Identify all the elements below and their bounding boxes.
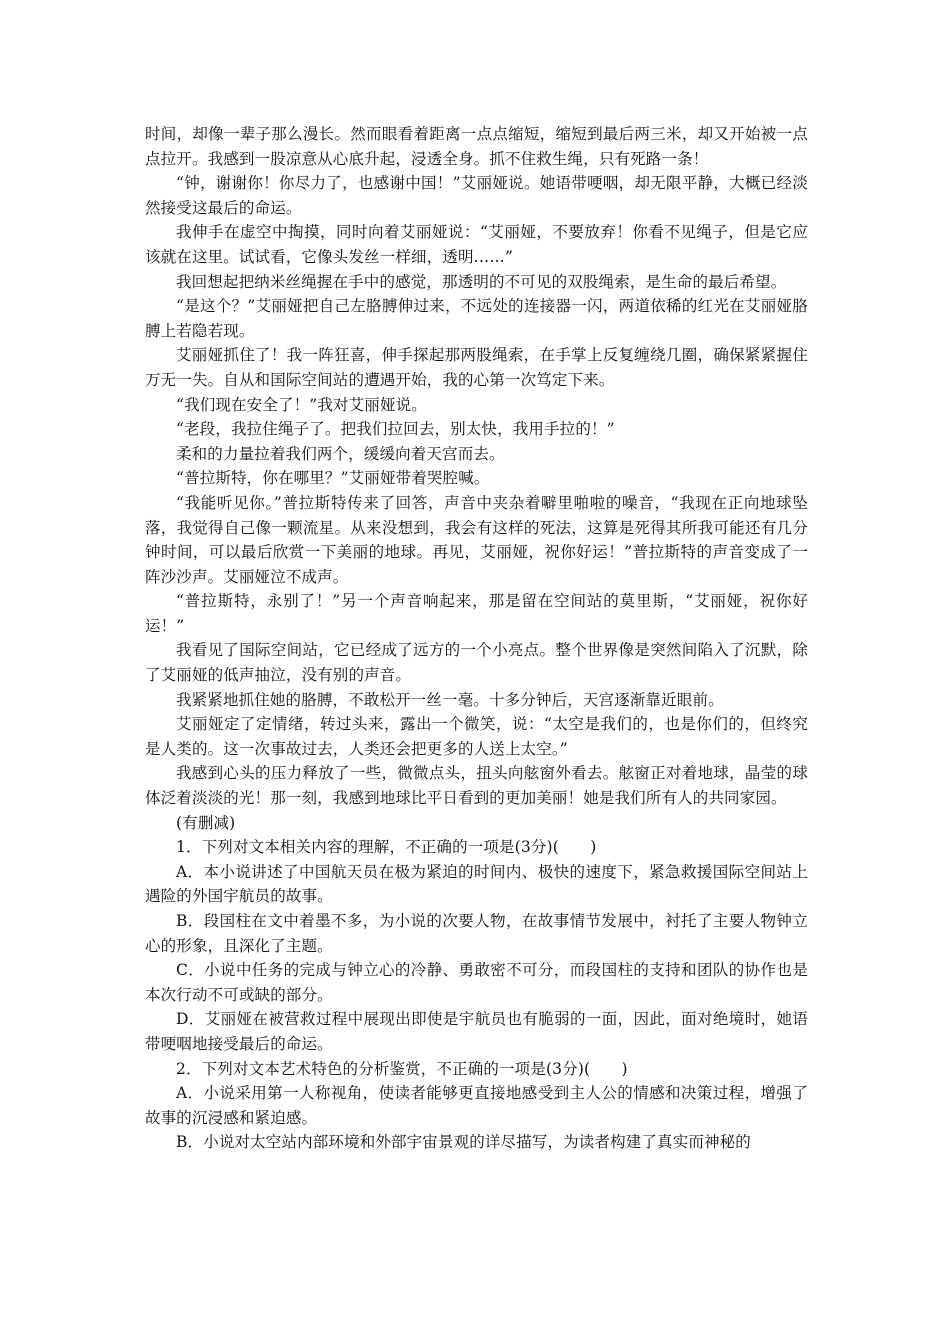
paragraph: 柔和的力量拉着我们两个，缓缓向着天宫而去。 [176, 444, 505, 463]
paragraph: 我紧紧地抓住她的胳膊，不敢松开一丝一毫。十多分钟后，天宫逐渐靠近眼前。 [176, 690, 724, 709]
paragraph: B．小说对太空站内部环境和外部宇宙景观的详尽描写，为读者构建了真实而神秘的 [176, 1133, 751, 1152]
paragraph: 我伸手在虚空中掏摸，同时向着艾丽娅说：“艾丽娅，不要放弃！你看不见绳子，但是它应该就在这里。试试看，它像头发丝一样细，透明……” [145, 223, 808, 266]
paragraph: D．艾丽娅在被营救过程中展现出即使是宇航员也有脆弱的一面，因此，面对绝境时，她语带哽咽地接受最后的命运。 [145, 1010, 808, 1053]
paragraph: “普拉斯特，你在哪里？”艾丽娅带着哭腔喊。 [176, 469, 490, 488]
paragraph: 我回想起把纳米丝绳握在手中的感觉，那透明的不可见的双股绳索，是生命的最后希望。 [176, 272, 787, 291]
paragraph: 我看见了国际空间站，它已经成了远方的一个小亮点。整个世界像是突然间陷入了沉默，除了艾丽娅的低声抽泣，没有别的声音。 [145, 641, 808, 685]
paragraph: “我们现在安全了！”我对艾丽娅说。 [176, 395, 427, 414]
paragraph: “普拉斯特，永别了！”另一个声音响起来，那是留在空间站的莫里斯，“艾丽娅，祝你好运！” [145, 592, 808, 635]
paragraph: (有删减) [176, 813, 236, 832]
paragraph: 时间，却像一辈子那么漫长。然而眼看着距离一点点缩短，缩短到最后两三米，却又开始被一点点拉开。我感到一股凉意从心底升起，浸透全身。抓不住救生绳，只有死路一条！ [145, 125, 808, 168]
paragraph: 我感到心头的压力释放了一些，微微点头，扭头向舷窗外看去。舷窗正对着地球，晶莹的球体泛着淡淡的光！那一刻，我感到地球比平日看到的更加美丽！她是我们所有人的共同家园。 [145, 764, 808, 808]
paragraph: 艾丽娅抓住了！我一阵狂喜，伸手探起那两股绳索，在手掌上反复缠绕几圈，确保紧紧握住万无一失。自从和国际空间站的遭遇开始，我的心第一次笃定下来。 [145, 346, 808, 389]
paragraph: C．小说中任务的完成与钟立心的冷静、勇敢密不可分，而段国柱的支持和团队的协作也是本次行动不可或缺的部分。 [145, 961, 808, 1004]
document-body [145, 122, 808, 1155]
paragraph: 1．下列对文本相关内容的理解，不正确的一项是(3分)( ) [176, 838, 597, 857]
paragraph: “我能听见你。”普拉斯特传来了回答，声音中夹杂着噼里啪啦的噪音，“我现在正向地球坠落，我觉得自己像一颗流星。从来没想到，我会有这样的死法，这算是死得其所我可能还有几分钟时间，可以最后欣赏一下美丽的地球。再见，艾丽娅，祝你好运！”普拉斯特的声音变成了一阵沙沙声。艾丽娅泣不成声。 [145, 493, 808, 586]
paragraph: 艾丽娅定了定情绪，转过头来，露出一个微笑，说：“太空是我们的，也是你们的，但终究是人类的。这一次事故过去，人类还会把更多的人送上太空。” [145, 715, 808, 758]
paragraph: B．段国柱在文中着墨不多，为小说的次要人物，在故事情节发展中，衬托了主要人物钟立心的形象，且深化了主题。 [145, 912, 808, 955]
paragraph: A．小说采用第一人称视角，使读者能够更直接地感受到主人公的情感和决策过程，增强了故事的沉浸感和紧迫感。 [145, 1084, 808, 1127]
paragraph: A．本小说讲述了中国航天员在极为紧迫的时间内、极快的速度下，紧急救援国际空间站上遇险的外国宇航员的故事。 [145, 862, 808, 906]
paragraph: “钟，谢谢你！你尽力了，也感谢中国！”艾丽娅说。她语带哽咽，却无限平静，大概已经淡然接受这最后的命运。 [145, 174, 808, 217]
paragraph: “老段，我拉住绳子了。把我们拉回去，别太快，我用手拉的！” [176, 420, 615, 439]
paragraph: 2．下列对文本艺术特色的分析鉴赏，不正确的一项是(3分)( ) [176, 1059, 628, 1078]
paragraph: “是这个？”艾丽娅把自己左胳膊伸过来，不远处的连接器一闪，两道依稀的红光在艾丽娅胳膊上若隐若现。 [145, 297, 808, 340]
